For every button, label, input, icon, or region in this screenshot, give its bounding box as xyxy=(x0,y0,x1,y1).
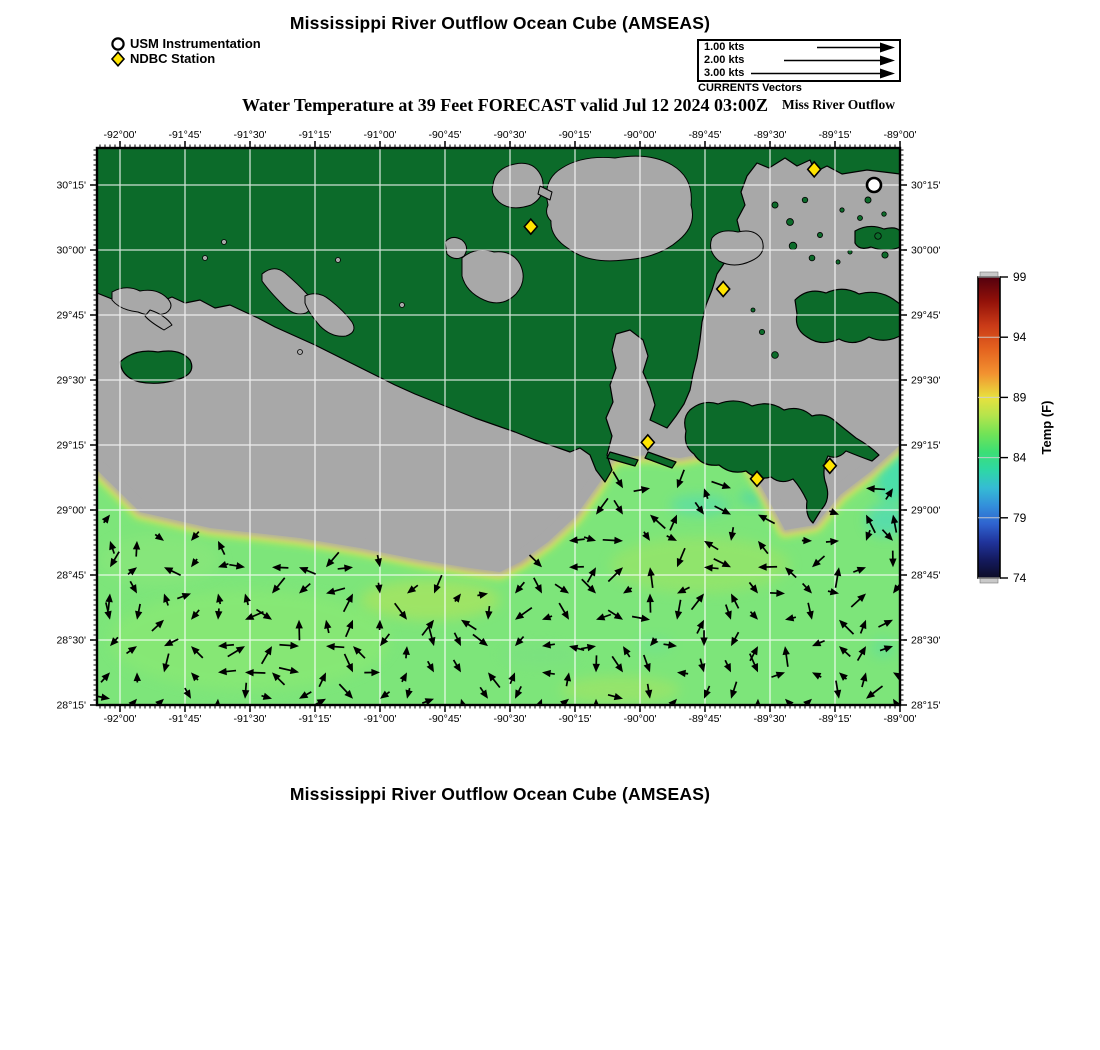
svg-text:-90°00': -90°00' xyxy=(623,129,657,141)
scale-arrow-2-icon xyxy=(699,54,899,67)
kts-label-2: 2.00 kts xyxy=(704,54,745,66)
svg-text:29°45': 29°45' xyxy=(56,309,86,322)
svg-text:30°15': 30°15' xyxy=(56,179,86,192)
svg-text:-91°30': -91°30' xyxy=(233,713,267,725)
svg-text:-92°00': -92°00' xyxy=(103,129,137,141)
svg-text:29°45': 29°45' xyxy=(911,309,941,322)
ndbc-diamond-icon xyxy=(110,51,127,67)
kts-label-1: 1.00 kts xyxy=(704,41,745,53)
svg-text:28°45': 28°45' xyxy=(911,569,941,582)
svg-text:89: 89 xyxy=(1013,390,1027,405)
svg-text:29°00': 29°00' xyxy=(56,504,86,517)
marker-legend xyxy=(110,36,261,66)
svg-text:-89°45': -89°45' xyxy=(688,713,722,725)
colorbar-title: Temp (F) xyxy=(1039,400,1054,455)
svg-text:-91°45': -91°45' xyxy=(168,129,202,141)
svg-text:28°15': 28°15' xyxy=(911,699,941,712)
legend-usm-label: USM Instrumentation xyxy=(130,36,261,51)
legend-row-ndbc xyxy=(110,51,261,66)
svg-text:-92°00': -92°00' xyxy=(103,713,137,725)
svg-text:-90°00': -90°00' xyxy=(623,713,657,725)
svg-text:28°30': 28°30' xyxy=(911,634,941,647)
svg-text:74: 74 xyxy=(1013,571,1027,585)
legend-row-usm xyxy=(110,36,261,51)
svg-text:28°45': 28°45' xyxy=(56,569,86,582)
svg-text:-89°00': -89°00' xyxy=(883,129,917,141)
svg-text:84: 84 xyxy=(1013,450,1027,465)
svg-text:-91°15': -91°15' xyxy=(298,129,332,141)
vector-scale-row-3 xyxy=(699,67,899,80)
svg-text:30°00': 30°00' xyxy=(911,244,941,257)
svg-text:-90°15': -90°15' xyxy=(558,713,592,725)
bottom-title: Mississippi River Outflow Ocean Cube (AMSEAS) xyxy=(289,784,711,804)
svg-text:29°00': 29°00' xyxy=(911,504,941,517)
vector-scale-row-1 xyxy=(699,41,899,54)
svg-text:-91°15': -91°15' xyxy=(298,713,332,725)
forecast-subtitle: Water Temperature at 39 Feet FORECAST valid Jul 12 2024 03:00Z xyxy=(242,95,768,115)
svg-text:79: 79 xyxy=(1013,510,1027,525)
vector-scale-row-2 xyxy=(699,54,899,67)
vector-scale-caption: CURRENTS Vectors xyxy=(698,82,802,94)
svg-text:29°15': 29°15' xyxy=(911,439,941,452)
svg-text:-89°30': -89°30' xyxy=(753,129,787,141)
page-title: Mississippi River Outflow Ocean Cube (AMSEAS) xyxy=(289,13,711,33)
svg-text:29°15': 29°15' xyxy=(56,439,86,452)
svg-text:-91°30': -91°30' xyxy=(233,129,267,141)
svg-text:-90°30': -90°30' xyxy=(493,713,527,725)
svg-text:29°30': 29°30' xyxy=(56,374,86,387)
svg-text:-89°30': -89°30' xyxy=(753,713,787,725)
svg-text:28°15': 28°15' xyxy=(56,699,86,712)
svg-text:94: 94 xyxy=(1013,330,1027,345)
temperature-colorbar xyxy=(978,270,1054,585)
vector-scale-box xyxy=(697,39,901,82)
svg-text:-91°00': -91°00' xyxy=(363,713,397,725)
svg-text:-91°45': -91°45' xyxy=(168,713,202,725)
svg-text:-89°15': -89°15' xyxy=(818,713,852,725)
svg-text:-90°45': -90°45' xyxy=(428,129,462,141)
svg-text:29°30': 29°30' xyxy=(911,374,941,387)
svg-text:28°30': 28°30' xyxy=(56,634,86,647)
region-label: Miss River Outflow xyxy=(782,97,895,112)
usm-circle-icon xyxy=(110,36,127,52)
svg-text:-89°15': -89°15' xyxy=(818,129,852,141)
scale-arrow-1-icon xyxy=(699,41,899,54)
svg-text:30°15': 30°15' xyxy=(911,179,941,192)
usm-station-marker xyxy=(867,178,881,192)
svg-text:-89°00': -89°00' xyxy=(883,713,917,725)
kts-label-3: 3.00 kts xyxy=(704,67,745,79)
svg-text:-90°45': -90°45' xyxy=(428,713,462,725)
svg-text:-89°45': -89°45' xyxy=(688,129,722,141)
scale-arrow-3-icon xyxy=(699,67,899,80)
svg-text:99: 99 xyxy=(1013,270,1027,284)
svg-text:-91°00': -91°00' xyxy=(363,129,397,141)
svg-text:-90°30': -90°30' xyxy=(493,129,527,141)
legend-ndbc-label: NDBC Station xyxy=(130,51,216,66)
svg-text:30°00': 30°00' xyxy=(56,244,86,257)
svg-text:-90°15': -90°15' xyxy=(558,129,592,141)
